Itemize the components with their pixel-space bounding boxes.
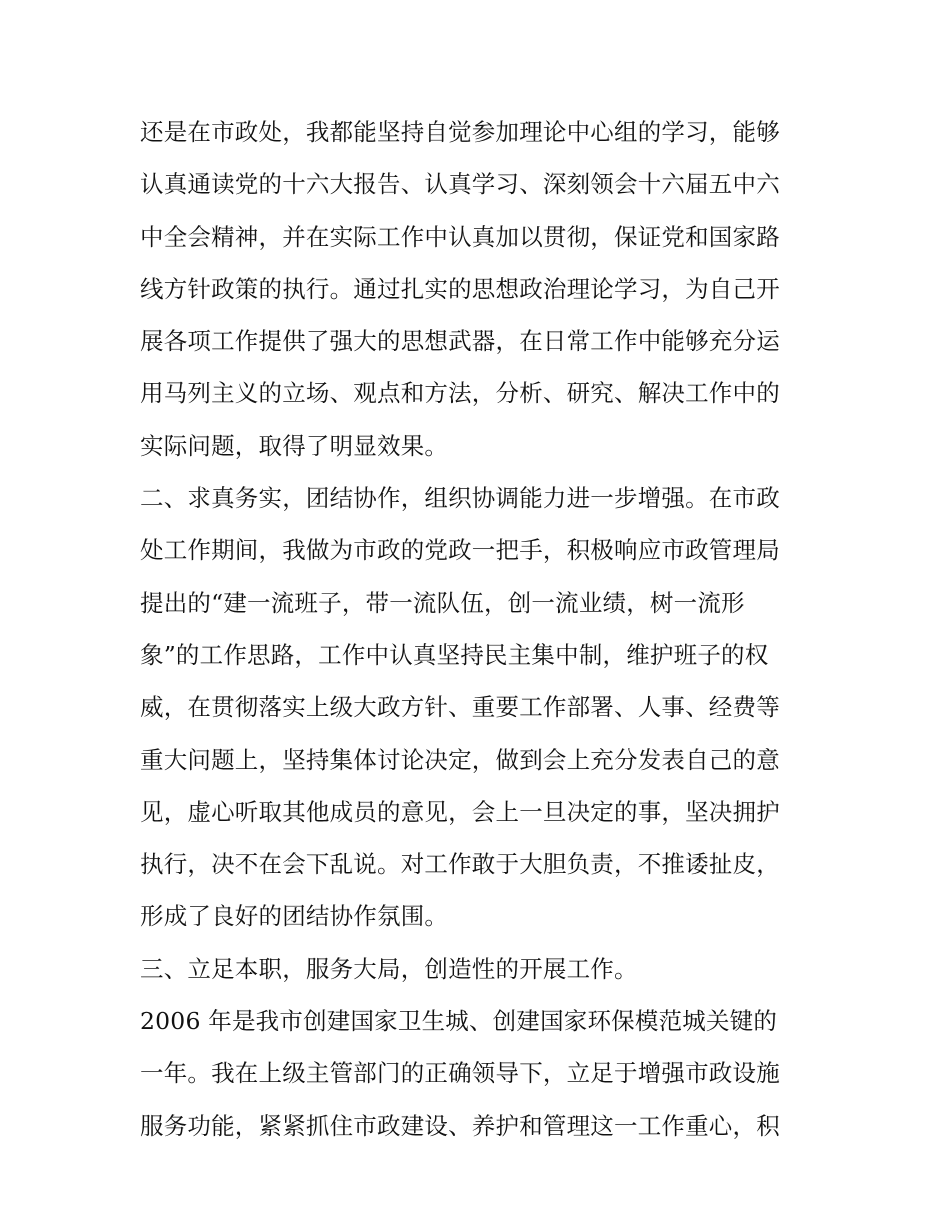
text-line: 重大问题上，坚持集体讨论决定，做到会上充分发表自己的意 bbox=[140, 745, 780, 774]
text-line: 执行，决不在会下乱说。对工作敢于大胆负责，不推诿扯皮， bbox=[140, 850, 780, 879]
text-line: 服务功能，紧紧抓住市政建设、养护和管理这一工作重心，积 bbox=[140, 1111, 780, 1140]
section-heading-2: 二、求真务实，团结协作，组织协调能力进一步增强。在市政 bbox=[140, 484, 780, 513]
body-text bbox=[140, 106, 820, 1152]
text-line: 线方针政策的执行。通过扎实的思想政治理论学习，为自己开 bbox=[140, 274, 780, 303]
text-line: 见，虚心听取其他成员的意见，会上一旦决定的事，坚决拥护 bbox=[140, 797, 780, 826]
text-line: 中全会精神，并在实际工作中认真加以贯彻，保证党和国家路 bbox=[140, 222, 780, 251]
text-line: 一年。我在上级主管部门的正确领导下，立足于增强市政设施 bbox=[140, 1059, 780, 1088]
text-line: 提出的“建一流班子，带一流队伍，创一流业绩，树一流形 bbox=[140, 588, 745, 617]
text-line: 展各项工作提供了强大的思想武器，在日常工作中能够充分运 bbox=[140, 327, 780, 356]
text-line: 处工作期间，我做为市政的党政一把手，积极响应市政管理局 bbox=[140, 536, 780, 565]
text-line: 2006 年是我市创建国家卫生城、创建国家环保模范城关键的 bbox=[140, 1007, 778, 1036]
section-heading-3: 三、立足本职，服务大局，创造性的开展工作。 bbox=[140, 954, 638, 983]
text-line: 认真通读党的十六大报告、认真学习、深刻领会十六届五中六 bbox=[140, 170, 780, 199]
text-line: 形成了良好的团结协作氛围。 bbox=[140, 902, 449, 931]
text-line: 还是在市政处，我都能坚持自觉参加理论中心组的学习，能够 bbox=[140, 118, 780, 146]
text-line: 实际问题，取得了明显效果。 bbox=[140, 431, 449, 460]
text-line: 威，在贯彻落实上级大政方针、重要工作部署、人事、经费等 bbox=[140, 693, 780, 722]
text-line: 象”的工作思路，工作中认真坚持民主集中制，维护班子的权 bbox=[140, 640, 769, 669]
text-line: 用马列主义的立场、观点和方法，分析、研究、解决工作中的 bbox=[140, 379, 780, 408]
